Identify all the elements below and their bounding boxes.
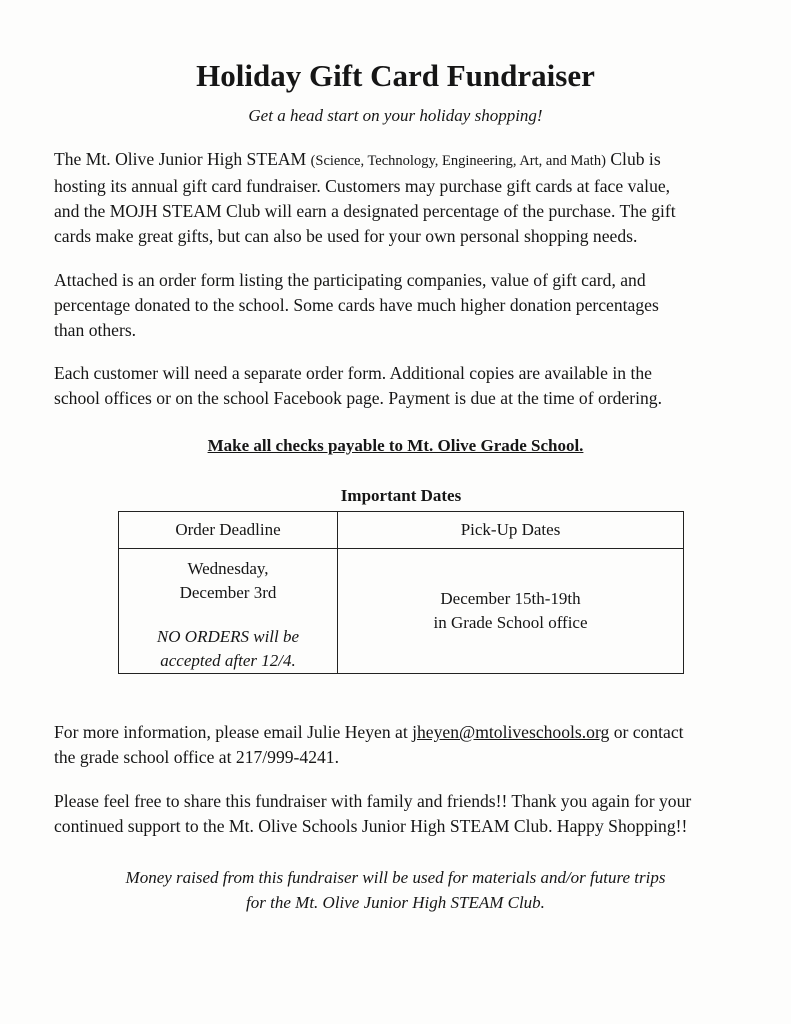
deadline-day: Wednesday, xyxy=(187,559,269,578)
email-link[interactable]: jheyen@mtoliveschools.org xyxy=(412,722,610,742)
intro-line: and the MOJH STEAM Club will earn a designated percentage of the purchase. The gift xyxy=(54,201,676,221)
important-dates-title: Important Dates xyxy=(340,486,462,505)
header-pickup-dates: Pick-Up Dates xyxy=(338,512,684,549)
deadline-note: accepted after 12/4. xyxy=(160,651,296,670)
steam-expansion: (Science, Technology, Engineering, Art, and Math) xyxy=(310,153,606,169)
deadline-note: NO ORDERS will be xyxy=(156,627,300,646)
footer-line: Money raised from this fundraiser will be used for materials and/or future trips xyxy=(125,868,666,887)
footer-note xyxy=(0,865,791,915)
paragraph-line: Each customer will need a separate order form. Additional copies are available in the xyxy=(54,363,652,383)
table-header-row xyxy=(119,512,684,549)
paragraph-line: school offices or on the school Facebook page. Payment is due at the time of ordering. xyxy=(54,388,662,408)
contact-paragraph xyxy=(54,720,684,770)
pickup-dates-cell xyxy=(338,549,684,674)
pickup-dates: December 15th-19th xyxy=(440,589,581,608)
deadline-date: December 3rd xyxy=(179,583,277,602)
intro-line: cards make great gifts, but can also be used for your own personal shopping needs. xyxy=(54,226,638,246)
intro-text: Club is xyxy=(605,149,661,169)
customer-paragraph xyxy=(54,361,662,411)
order-form-paragraph xyxy=(54,268,659,343)
contact-line xyxy=(54,720,684,745)
contact-text: or contact xyxy=(609,722,684,742)
important-dates-table xyxy=(118,511,684,674)
contact-line: the grade school office at 217/999-4241. xyxy=(54,747,340,767)
order-deadline-cell xyxy=(119,549,338,674)
paragraph-line: Attached is an order form listing the participating companies, value of gift card, and xyxy=(54,270,646,290)
pickup-location: in Grade School office xyxy=(433,613,588,632)
paragraph-line: percentage donated to the school. Some cards have much higher donation percentages xyxy=(54,295,659,315)
paragraph-line: continued support to the Mt. Olive Schools Junior High STEAM Club. Happy Shopping!! xyxy=(54,816,688,836)
paragraph-line: than others. xyxy=(54,320,137,340)
thanks-paragraph xyxy=(54,789,691,839)
footer-line: for the Mt. Olive Junior High STEAM Club. xyxy=(246,893,545,912)
page-title: Holiday Gift Card Fundraiser xyxy=(196,58,595,93)
intro-line xyxy=(54,147,676,174)
checks-payable-notice: Make all checks payable to Mt. Olive Grade School. xyxy=(207,436,584,455)
header-order-deadline: Order Deadline xyxy=(119,512,338,549)
paragraph-line: Please feel free to share this fundraiser with family and friends!! Thank you again for your xyxy=(54,791,692,811)
subtitle: Get a head start on your holiday shopping! xyxy=(248,106,543,125)
intro-line: hosting its annual gift card fundraiser. Customers may purchase gift cards at face value, xyxy=(54,176,671,196)
intro-text: The Mt. Olive Junior High STEAM xyxy=(54,149,311,169)
table-row xyxy=(119,549,684,674)
intro-paragraph xyxy=(54,147,676,249)
contact-text: For more information, please email Julie Heyen at xyxy=(54,722,413,742)
